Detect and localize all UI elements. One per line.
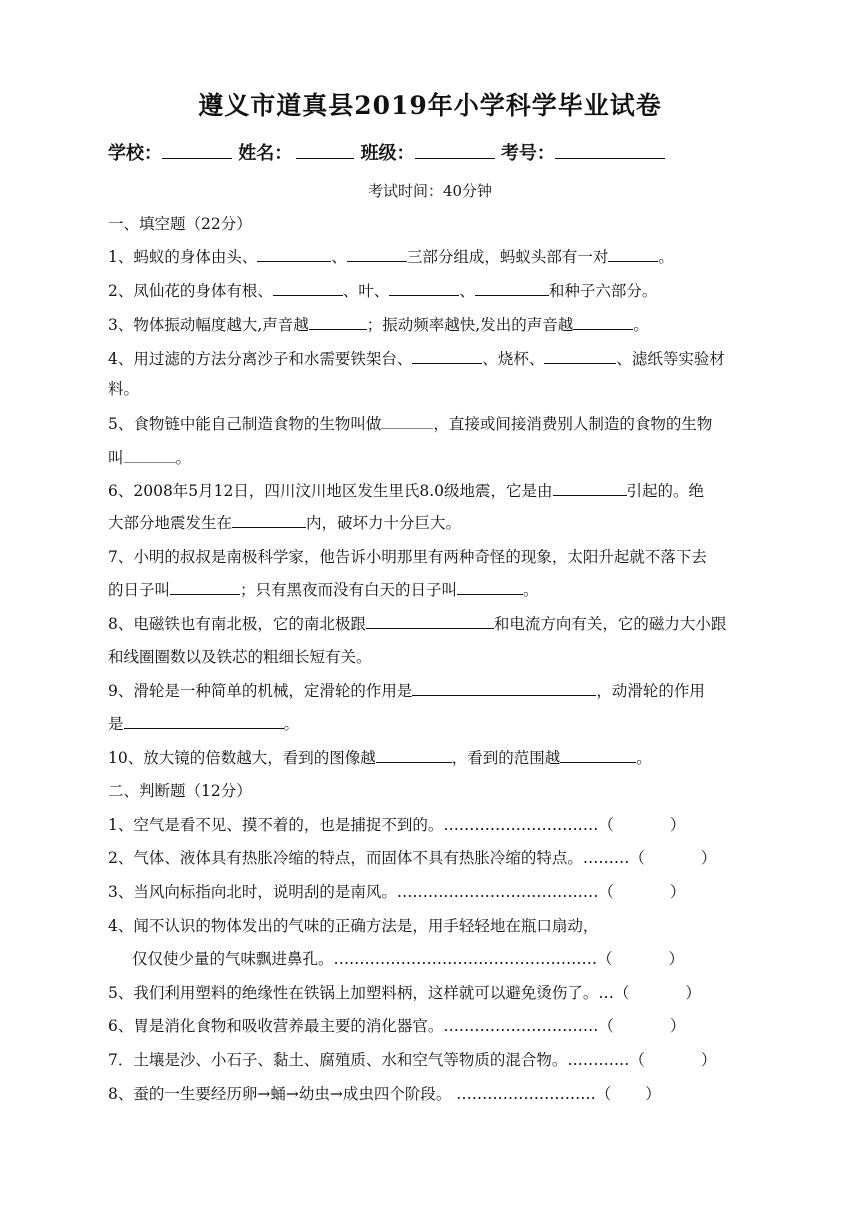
answer-blank[interactable] — [544, 349, 616, 364]
answer-paren[interactable]: （ ） — [629, 1051, 717, 1069]
answer-blank[interactable] — [257, 247, 331, 262]
exam-time: 考试时间：40分钟 — [367, 182, 493, 200]
class-blank[interactable] — [415, 142, 495, 159]
judgement-item-cont: 仅仅使少量的气味飘进鼻孔。……………………………………………（ ） — [132, 950, 685, 968]
answer-blank[interactable] — [124, 714, 284, 729]
answer-blank[interactable] — [170, 580, 240, 595]
question-4: 4、用过滤的方法分离沙子和水需要铁架台、 、烧杯、 、滤纸等实验材 — [108, 350, 725, 368]
answer-blank[interactable] — [273, 281, 343, 296]
judgement-item: 5、我们利用塑料的绝缘性在铁锅上加塑料柄，这样就可以避免烫伤了。…（ ） — [108, 984, 701, 1002]
answer-blank[interactable] — [457, 580, 523, 595]
answer-blank[interactable] — [366, 614, 494, 629]
answer-blank[interactable] — [376, 748, 452, 763]
judgement-item: 6、胃是消化食物和吸收营养最主要的消化器官。…………………………（ ） — [108, 1017, 686, 1035]
judgement-item: 8、蚕的一生要经历卵→蛹→幼虫→成虫四个阶段。 ………………………（ ） — [108, 1085, 661, 1103]
answer-blank[interactable] — [608, 247, 658, 262]
class-label: 班级： — [360, 143, 415, 164]
answer-blank[interactable] — [553, 481, 627, 496]
question-6-cont: 大部分地震发生在 内，破坏力十分巨大。 — [108, 514, 462, 532]
question-4-cont: 料。 — [108, 380, 140, 398]
answer-paren[interactable]: （ ） — [629, 849, 717, 867]
answer-paren[interactable]: （ ） — [598, 1017, 686, 1035]
judgement-item: 7．土壤是沙、小石子、黏土、腐殖质、水和空气等物质的混合物。…………（ ） — [108, 1051, 717, 1069]
question-5: 5、食物链中能自己制造食物的生物叫做 ，直接或间接消费别人制造的食物的生物 — [108, 415, 713, 433]
name-blank[interactable] — [296, 142, 354, 159]
judgement-item: 1、空气是看不见、摸不着的，也是捕捉不到的。…………………………（ ） — [108, 816, 686, 834]
answer-blank[interactable] — [381, 414, 433, 429]
question-8-cont: 和线圈圈数以及铁芯的粗细长短有关。 — [108, 648, 372, 666]
student-info-row — [108, 139, 665, 165]
question-9: 9、滑轮是一种简单的机械，定滑轮的作用是 ，动滑轮的作用 — [108, 682, 705, 700]
question-8: 8、电磁铁也有南北极，它的南北极跟 和电流方向有关，它的磁力大小跟 — [108, 615, 727, 633]
answer-paren[interactable]: （ ） — [598, 816, 686, 834]
answer-blank[interactable] — [475, 281, 549, 296]
answer-blank[interactable] — [412, 349, 482, 364]
section1-heading: 一、填空题（22分） — [108, 215, 252, 233]
section2-heading: 二、判断题（12分） — [108, 782, 252, 800]
question-1: 1、蚂蚁的身体由头、 、 三部分组成，蚂蚁头部有一对 。 — [108, 248, 674, 266]
question-10: 10、放大镜的倍数越大，看到的图像越 ，看到的范围越 。 — [108, 749, 652, 767]
school-label: 学校： — [108, 143, 162, 164]
number-blank[interactable] — [555, 142, 665, 159]
question-5-cont: 叫 。 — [108, 449, 192, 467]
answer-blank[interactable] — [232, 513, 306, 528]
question-2: 2、凤仙花的身体有根、 、叶、 、 和种子六部分。 — [108, 282, 658, 300]
question-6: 6、2008年5月12日，四川汶川地区发生里氏8.0级地震，它是由 引起的。绝 — [108, 482, 705, 500]
answer-blank[interactable] — [560, 748, 636, 763]
question-9-cont: 是 。 — [108, 715, 300, 733]
answer-blank[interactable] — [347, 247, 407, 262]
number-label: 考号： — [500, 143, 555, 164]
question-3: 3、物体振动幅度越大,声音越 ；振动频率越快,发出的声音越 。 — [108, 316, 649, 334]
question-7: 7、小明的叔叔是南极科学家，他告诉小明那里有两种奇怪的现象，太阳升起就不落下去 — [108, 548, 707, 566]
name-label: 姓名： — [238, 143, 293, 164]
page-title: 遵义市道真县2019年小学科学毕业试卷 — [198, 91, 662, 120]
judgement-item: 4、闻不认识的物体发出的气味的正确方法是，用手轻轻地在瓶口扇动， — [108, 917, 599, 935]
answer-blank[interactable] — [573, 315, 633, 330]
answer-paren[interactable]: （ ） — [597, 950, 685, 968]
judgement-item: 3、当风向标指向北时，说明刮的是南风。…………………………………（ ） — [108, 883, 686, 901]
answer-blank[interactable] — [412, 681, 596, 696]
school-blank[interactable] — [162, 142, 232, 159]
answer-paren[interactable]: （ ） — [613, 984, 701, 1002]
answer-blank[interactable] — [124, 448, 176, 463]
answer-paren[interactable]: （ ） — [595, 1085, 661, 1103]
answer-paren[interactable]: （ ） — [598, 883, 686, 901]
answer-blank[interactable] — [309, 315, 367, 330]
question-7-cont: 的日子叫 ；只有黑夜而没有白天的日子叫 。 — [108, 581, 539, 599]
judgement-item: 2、气体、液体具有热胀冷缩的特点，而固体不具有热胀冷缩的特点。………（ ） — [108, 849, 717, 867]
answer-blank[interactable] — [389, 281, 459, 296]
